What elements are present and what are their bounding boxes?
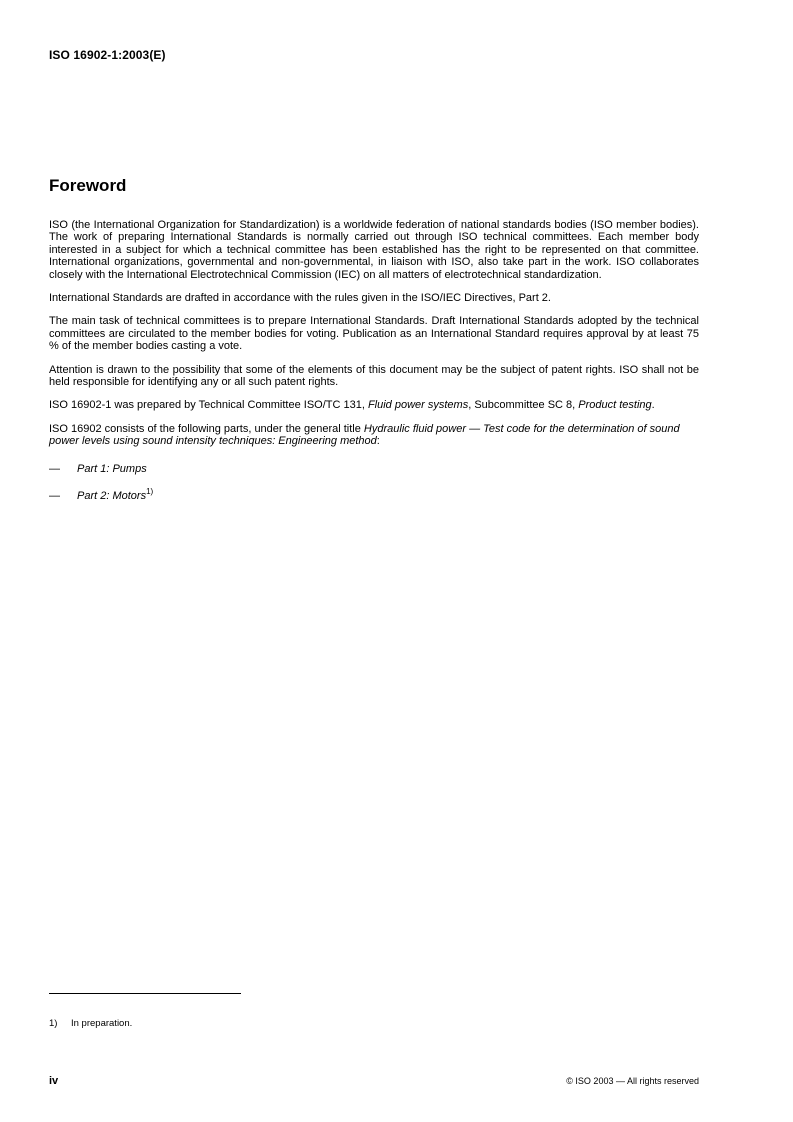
footnote-text: In preparation. [71, 1018, 133, 1029]
footnote-separator [49, 993, 241, 994]
part-1-label: Part 1: Pumps [77, 462, 147, 475]
committee-title: Fluid power systems [367, 399, 469, 412]
prepared-by-text-2: , Subcommittee SC 8, [468, 399, 579, 412]
footnote-number: 1) [49, 1018, 58, 1029]
paragraph-parts-intro [49, 423, 699, 448]
footnote [49, 1018, 132, 1029]
list-dash: — [49, 490, 60, 503]
parts-intro-colon: : [376, 435, 380, 448]
paragraph-iso-intro: ISO (the International Organization for Standardization) is a worldwide federation of national standards bodies (ISO member bodies). The work of preparing International Standards is normally carried out through ISO technical committees. Each member body interested in a subject for which a technical committee has been established has the right to be represented on that committee. International organizations, governmental and non-governmental, in liaison with ISO, also take part in the work. ISO collaborates closely with the International Electrotechnical Commission (IEC) on all matters of electrotechnical standardization. [49, 219, 699, 281]
section-heading: Foreword [49, 176, 127, 195]
general-title: Hydraulic fluid power — Test code for the determination of sound power levels using sound intensity techniques: Engineering method [49, 422, 680, 448]
paragraph-directives: International Standards are drafted in accordance with the rules given in the ISO/IEC Directives, Part 2. [49, 292, 551, 305]
copyright-notice: © ISO 2003 — All rights reserved [566, 1076, 699, 1086]
paragraph-prepared-by [49, 399, 699, 411]
foreword-body [49, 219, 699, 518]
list-item-part-2 [49, 487, 699, 503]
prepared-by-text-3: . [651, 399, 655, 412]
part-2-label: Part 2: Motors [77, 490, 147, 503]
subcommittee-title: Product testing [578, 399, 652, 412]
list-item-part-1 [49, 463, 699, 475]
document-identifier: ISO 16902-1:2003(E) [49, 48, 166, 62]
paragraph-patent-rights: Attention is drawn to the possibility that some of the elements of this document may be the subject of patent rights. ISO shall not be held responsible for identifying any or all such patent rights. [49, 363, 699, 389]
page-number: iv [49, 1075, 59, 1087]
parts-intro-text: ISO 16902 consists of the following parts, under the general title [49, 422, 364, 435]
paragraph-technical-committees: The main task of technical committees is to prepare International Standards. Draft International Standards adopted by the technical committees are circulated to the member bodies for voting. Publication as an International Standard requires approval by at least 75 % of the member bodies casting a vote. [49, 315, 699, 353]
prepared-by-text-1: ISO 16902-1 was prepared by Technical Committee ISO/TC 131, [49, 399, 368, 412]
footnote-reference[interactable]: 1) [146, 487, 154, 497]
list-dash: — [49, 462, 60, 475]
